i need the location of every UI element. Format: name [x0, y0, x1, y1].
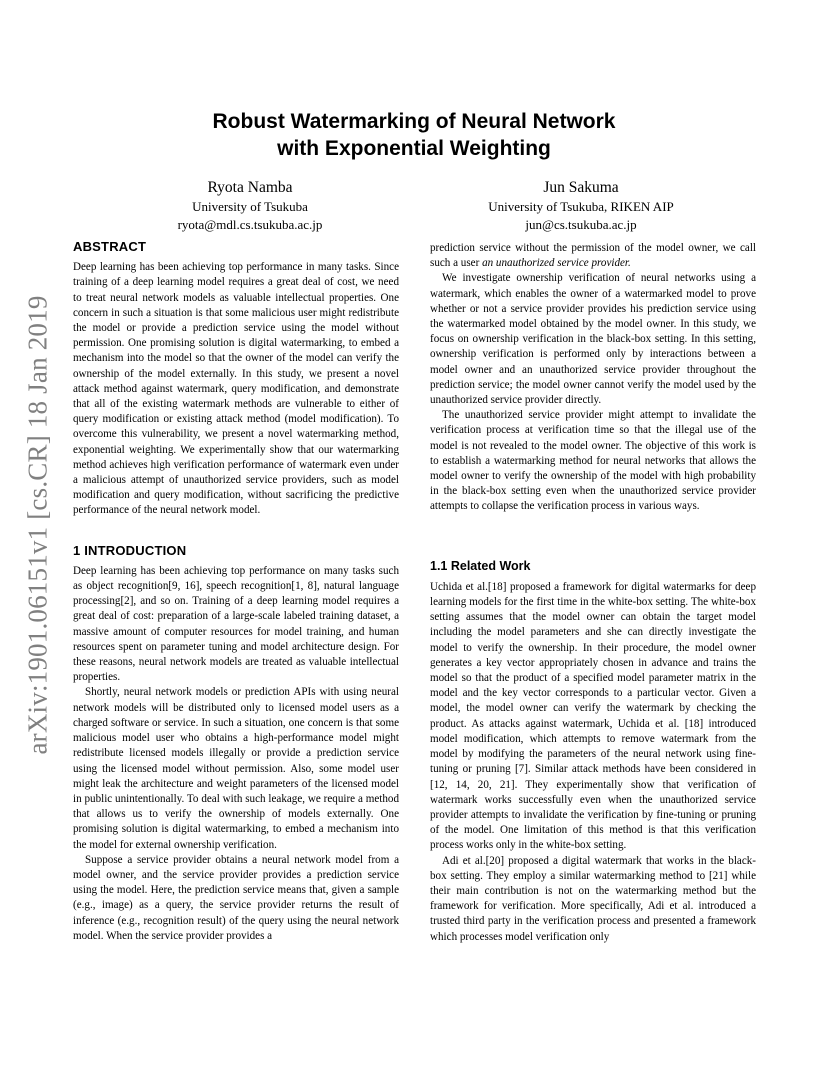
arxiv-id: arXiv:1901.06151v1 [cs.CR] 18 Jan 2019	[22, 295, 53, 755]
author-name: Ryota Namba	[207, 179, 293, 196]
right-paragraph-0-emphasis: an unauthorized service provider.	[482, 257, 631, 270]
right-paragraph-1: We investigate ownership verification of neural networks using a watermark, which enables the owner of a watermarked model to prove whether or not a service provider provides his prediction service using the watermarked model obtained by the model owner. In this study, we focus on ownership verification in the black-box setting. In this setting, ownership verification is performed only by interactions between a model owner and an unauthorized service provider throughout the prediction service; the model owner cannot verify the model used by the unauthorized service provider directly.	[430, 272, 756, 407]
related-paragraph-2: Adi et al.[20] proposed a digital watermark that works in the black-box setting. They employ a similar watermarking method to [21] while their main contribution is not on the watermarking method but the framework for verification. More specifically, Adi et al. introduced a trusted third party in the verification process and presented a framework which processes model verification only	[430, 854, 756, 943]
related-work-heading: 1.1 Related Work	[430, 558, 531, 573]
paper-title	[0, 108, 828, 162]
author-name: Jun Sakuma	[543, 179, 619, 196]
intro-paragraph-1: Deep learning has been achieving top performance on many tasks such as object recognition[9, 16], speech recognition[1, 8], natural language processing[2], and so on. Training of a deep learning model requires a great deal of cost: preparation of a large-scale labeled training dataset, a massive amount of computer resources for model training, and human resources spent on parameter tuning and model architecture design. For these reasons, neural network models are treated as valuable intellectual properties.	[73, 564, 399, 684]
intro-paragraph-2: Shortly, neural network models or prediction APIs with using neural network models will be distributed only to licensed model users as a charged software or service. In such a situation, one concern is that some malicious model user who obtains a high-performance model might redistribute licensed models illegally or provide a prediction service using the licensed model without permission. Also, some model user might leak the architecture and weight parameters of the licensed model in public unintentionally. To deal with such leakage, we require a method that allows us to verify the ownership of models externally. One promising solution is digital watermarking, to embed a mechanism into the model for external ownership verification.	[73, 686, 399, 851]
right-column	[430, 241, 756, 945]
right-paragraph-0	[430, 241, 756, 271]
author-email: jun@cs.tsukuba.ac.jp	[525, 217, 637, 232]
title-line-1: Robust Watermarking of Neural Network	[212, 110, 616, 133]
arxiv-stamp	[18, 290, 58, 760]
author-block-1	[100, 178, 400, 234]
right-paragraph-0-text: prediction service without the permission of the model owner, we call such a user	[430, 242, 756, 270]
abstract-heading: ABSTRACT	[73, 239, 147, 254]
author-block-2	[431, 178, 731, 234]
related-paragraph-1: Uchida et al.[18] proposed a framework for digital watermarks for deep learning models for the first time in the white-box setting. The white-box setting assumes that the model owner can obtain the target model including the model parameters and she can directly investigate the model to verify the ownership. In their procedure, the model owner generates a key vector appropriately chosen in advance and trains the model so that the product of a specified model parameter matrix in the model and the key vector corresponds to a particular vector. Given a model, the model owner can verify the watermark by checking the product. As attacks against watermark, Uchida et al. [18] introduced model modification, which attempts to remove watermark from the model by modifying the parameters of the neural network using fine-tuning or pruning [7]. Similar attack methods have been considered in [12, 14, 20, 21]. They experimentally show that verification of watermark works successfully even when the unauthorized service provider attempts to invalidate the verification by fine-tuning or pruning of the model. One limitation of this method is that this verification process works only in the white-box setting.	[430, 580, 756, 852]
title-line-2: with Exponential Weighting	[277, 137, 551, 160]
author-affiliation: University of Tsukuba	[192, 199, 308, 214]
author-affiliation: University of Tsukuba, RIKEN AIP	[488, 199, 674, 214]
right-paragraph-2: The unauthorized service provider might attempt to invalidate the verification process at verification time so that the illegal use of the model is not revealed to the model owner. The objective of this work is to establish a watermarking method for neural networks that allows the model owner to verify the ownership of the model with high probability in the black-box setting even when the unauthorized service provider attempts to collapse the verification process in various ways.	[430, 409, 756, 513]
left-column	[73, 239, 399, 944]
abstract-text: Deep learning has been achieving top performance in many tasks. Since training of a deep learning model requires a great deal of cost, we need to treat neural network models as valuable intellectual properties. One concern in such a situation is that some malicious user might redistribute the model or provide a prediction service using the model without permission. One promising solution is digital watermarking, to embed a mechanism into the model so that the owner of the model can verify the ownership of the model externally. In this study, we present a novel attack method against watermark, query modification, and demonstrate that all of the existing watermark methods are vulnerable to either of query modification or existing attack method (model modification). To overcome this vulnerability, we present a novel watermarking method, exponential weighting. We experimentally show that our watermarking method achieves high verification performance of watermark even under a malicious attempt of unauthorized service providers, such as model modification and query modification, without sacrificing the predictive performance of the neural network model.	[73, 261, 399, 517]
introduction-heading: 1 INTRODUCTION	[73, 542, 187, 558]
intro-paragraph-3: Suppose a service provider obtains a neural network model from a model owner, and the service provider provides a prediction service using the model. Here, the prediction service means that, given a sample (e.g., image) as a query, the service provider returns the result of inference (e.g., recognition result) of the query using the neural network model. When the service provider provides a	[73, 853, 399, 942]
author-email: ryota@mdl.cs.tsukuba.ac.jp	[177, 217, 323, 232]
